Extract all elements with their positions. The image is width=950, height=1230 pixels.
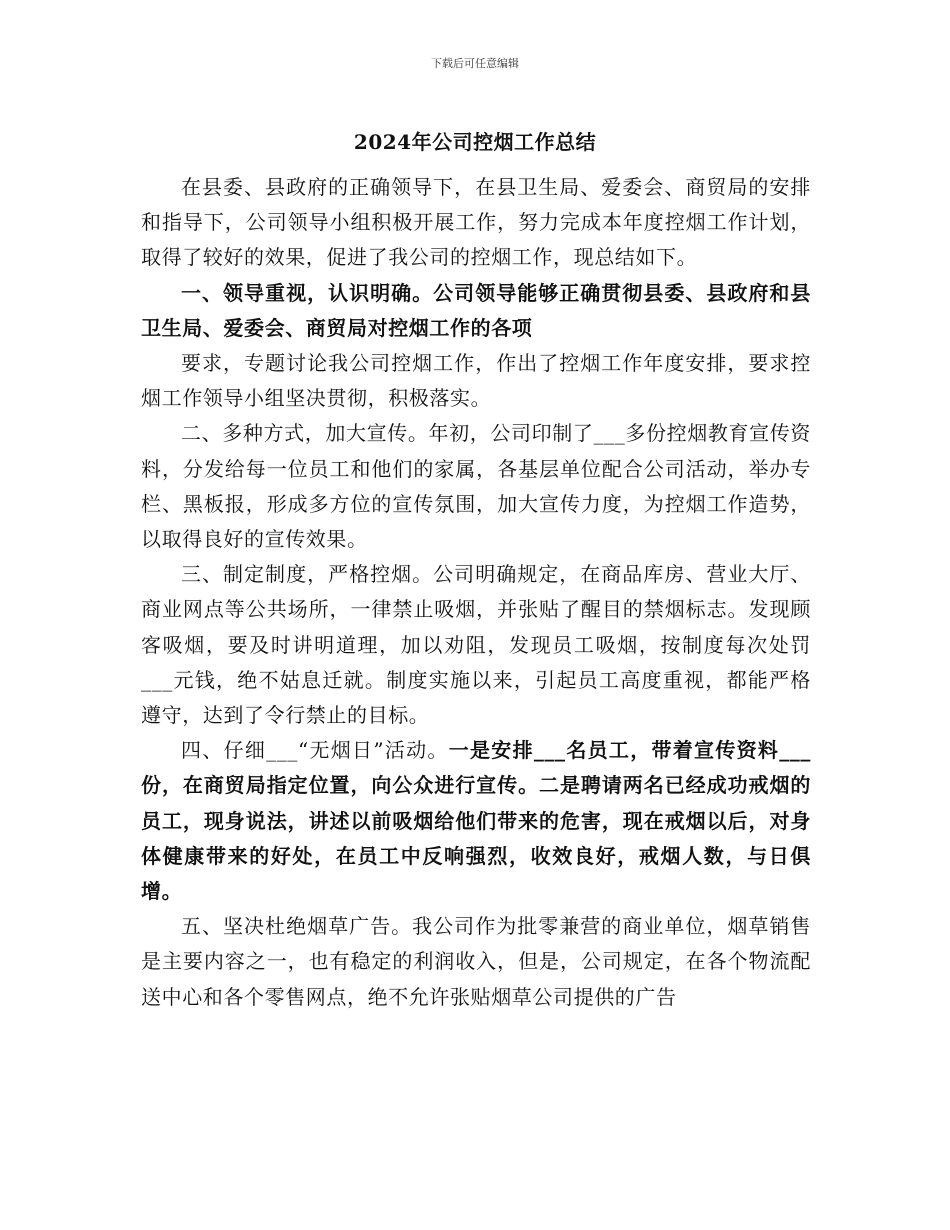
document-body: [141, 170, 811, 1015]
section-4-bold-text: 一是安排___名员工，带着宣传资料___份，在商贸局指定位置，向公众进行宣传。二是聘请两名已经成功戒烟的员工，现身说法，讲述以前吸烟给他们带来的危害，现在戒烟以后，对身体健康带来的好处，在员工中反响强烈，收效良好，戒烟人数，与日俱增。: [141, 738, 812, 904]
section-5-paragraph: 五、坚决杜绝烟草广告。我公司作为批零兼营的商业单位，烟草销售是主要内容之一，也有稳定的利润收入，但是，公司规定，在各个物流配送中心和各个零售网点，绝不允许张贴烟草公司提供的广告: [141, 914, 811, 1009]
section-4-lead: 四、仔细___“无烟日”活动。: [181, 738, 449, 763]
header-note: 下载后可任意编辑: [431, 57, 519, 70]
intro-paragraph: 在县委、县政府的正确领导下，在县卫生局、爱委会、商贸局的安排和指导下，公司领导小组积极开展工作，努力完成本年度控烟工作计划，取得了较好的效果，促进了我公司的控烟工作，现总结如下。: [141, 175, 811, 270]
section-1-paragraph: 要求，专题讨论我公司控烟工作，作出了控烟工作年度安排，要求控烟工作领导小组坚决贯彻，积极落实。: [141, 351, 811, 411]
section-1-heading: 一、领导重视，认识明确。公司领导能够正确贯彻县委、县政府和县卫生局、爱委会、商贸局对控烟工作的各项: [141, 280, 811, 340]
section-2-paragraph: 二、多种方式，加大宣传。年初，公司印制了___多份控烟教育宣传资料，分发给每一位员工和他们的家属，各基层单位配合公司活动，举办专栏、黑板报，形成多方位的宣传氛围，加大宣传力度，为控烟工作造势，以取得良好的宣传效果。: [141, 421, 811, 552]
section-3-paragraph: 三、制定制度，严格控烟。公司明确规定，在商品库房、营业大厅、商业网点等公共场所，一律禁止吸烟，并张贴了醒目的禁烟标志。发现顾客吸烟，要及时讲明道理，加以劝阻，发现员工吸烟，按制度每次处罚___元钱，绝不姑息迁就。制度实施以来，引起员工高度重视，都能严格遵守，达到了令行禁止的目标。: [141, 562, 811, 728]
document-title: 2024年公司控烟工作总结: [353, 130, 597, 154]
section-4-paragraph: [141, 733, 811, 909]
